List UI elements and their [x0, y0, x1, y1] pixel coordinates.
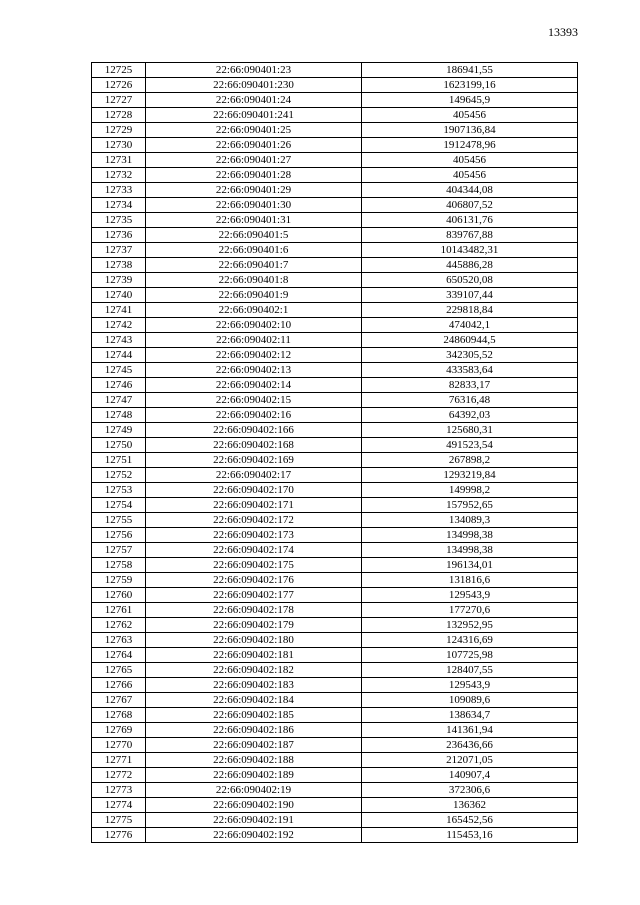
row-number-cell: 12770 — [92, 738, 146, 753]
value-cell: 404344,08 — [362, 183, 578, 198]
table-row — [92, 573, 578, 588]
table-row — [92, 618, 578, 633]
table-row — [92, 588, 578, 603]
cadastral-number-cell: 22:66:090402:177 — [146, 588, 362, 603]
row-number-cell: 12758 — [92, 558, 146, 573]
value-cell: 372306,6 — [362, 783, 578, 798]
value-cell: 212071,05 — [362, 753, 578, 768]
value-cell: 24860944,5 — [362, 333, 578, 348]
row-number-cell: 12763 — [92, 633, 146, 648]
row-number-cell: 12776 — [92, 828, 146, 843]
row-number-cell: 12762 — [92, 618, 146, 633]
value-cell: 10143482,31 — [362, 243, 578, 258]
table-row — [92, 738, 578, 753]
value-cell: 186941,55 — [362, 63, 578, 78]
row-number-cell: 12761 — [92, 603, 146, 618]
table-row — [92, 648, 578, 663]
table-row — [92, 783, 578, 798]
cadastral-number-cell: 22:66:090402:17 — [146, 468, 362, 483]
value-cell: 1623199,16 — [362, 78, 578, 93]
value-cell: 129543,9 — [362, 588, 578, 603]
table-row — [92, 708, 578, 723]
cadastral-number-cell: 22:66:090401:7 — [146, 258, 362, 273]
cadastral-number-cell: 22:66:090402:181 — [146, 648, 362, 663]
table-row — [92, 768, 578, 783]
table-row — [92, 453, 578, 468]
value-cell: 132952,95 — [362, 618, 578, 633]
table-body — [92, 63, 578, 843]
value-cell: 229818,84 — [362, 303, 578, 318]
table-row — [92, 498, 578, 513]
table-row — [92, 408, 578, 423]
table-row — [92, 813, 578, 828]
row-number-cell: 12767 — [92, 693, 146, 708]
cadastral-number-cell: 22:66:090401:29 — [146, 183, 362, 198]
value-cell: 128407,55 — [362, 663, 578, 678]
table-row — [92, 213, 578, 228]
row-number-cell: 12737 — [92, 243, 146, 258]
value-cell: 1293219,84 — [362, 468, 578, 483]
row-number-cell: 12725 — [92, 63, 146, 78]
table-row — [92, 348, 578, 363]
row-number-cell: 12766 — [92, 678, 146, 693]
cadastral-number-cell: 22:66:090401:9 — [146, 288, 362, 303]
row-number-cell: 12753 — [92, 483, 146, 498]
table-row — [92, 423, 578, 438]
row-number-cell: 12731 — [92, 153, 146, 168]
value-cell: 138634,7 — [362, 708, 578, 723]
cadastral-number-cell: 22:66:090402:180 — [146, 633, 362, 648]
cadastral-number-cell: 22:66:090402:15 — [146, 393, 362, 408]
row-number-cell: 12741 — [92, 303, 146, 318]
row-number-cell: 12735 — [92, 213, 146, 228]
value-cell: 115453,16 — [362, 828, 578, 843]
row-number-cell: 12745 — [92, 363, 146, 378]
value-cell: 406131,76 — [362, 213, 578, 228]
value-cell: 134998,38 — [362, 528, 578, 543]
table-row — [92, 693, 578, 708]
cadastral-number-cell: 22:66:090401:6 — [146, 243, 362, 258]
row-number-cell: 12750 — [92, 438, 146, 453]
row-number-cell: 12757 — [92, 543, 146, 558]
row-number-cell: 12740 — [92, 288, 146, 303]
value-cell: 177270,6 — [362, 603, 578, 618]
value-cell: 339107,44 — [362, 288, 578, 303]
value-cell: 129543,9 — [362, 678, 578, 693]
table-row — [92, 528, 578, 543]
cadastral-table — [91, 62, 578, 843]
value-cell: 267898,2 — [362, 453, 578, 468]
cadastral-number-cell: 22:66:090401:23 — [146, 63, 362, 78]
table-row — [92, 483, 578, 498]
cadastral-number-cell: 22:66:090402:173 — [146, 528, 362, 543]
row-number-cell: 12769 — [92, 723, 146, 738]
value-cell: 445886,28 — [362, 258, 578, 273]
table-row — [92, 378, 578, 393]
value-cell: 236436,66 — [362, 738, 578, 753]
table-row — [92, 798, 578, 813]
cadastral-number-cell: 22:66:090402:186 — [146, 723, 362, 738]
row-number-cell: 12729 — [92, 123, 146, 138]
table-row — [92, 318, 578, 333]
cadastral-number-cell: 22:66:090401:24 — [146, 93, 362, 108]
cadastral-number-cell: 22:66:090402:176 — [146, 573, 362, 588]
table-row — [92, 138, 578, 153]
table-row — [92, 828, 578, 843]
cadastral-number-cell: 22:66:090402:174 — [146, 543, 362, 558]
table-row — [92, 333, 578, 348]
value-cell: 64392,03 — [362, 408, 578, 423]
row-number-cell: 12730 — [92, 138, 146, 153]
cadastral-number-cell: 22:66:090402:14 — [146, 378, 362, 393]
cadastral-number-cell: 22:66:090402:192 — [146, 828, 362, 843]
cadastral-number-cell: 22:66:090402:188 — [146, 753, 362, 768]
table-row — [92, 183, 578, 198]
cadastral-number-cell: 22:66:090402:1 — [146, 303, 362, 318]
table-row — [92, 78, 578, 93]
table-row — [92, 543, 578, 558]
table-row — [92, 723, 578, 738]
row-number-cell: 12738 — [92, 258, 146, 273]
value-cell: 134089,3 — [362, 513, 578, 528]
table-row — [92, 63, 578, 78]
table-row — [92, 243, 578, 258]
table-row — [92, 258, 578, 273]
row-number-cell: 12734 — [92, 198, 146, 213]
cadastral-number-cell: 22:66:090401:241 — [146, 108, 362, 123]
cadastral-number-cell: 22:66:090401:28 — [146, 168, 362, 183]
cadastral-number-cell: 22:66:090402:16 — [146, 408, 362, 423]
value-cell: 149998,2 — [362, 483, 578, 498]
row-number-cell: 12751 — [92, 453, 146, 468]
row-number-cell: 12775 — [92, 813, 146, 828]
row-number-cell: 12773 — [92, 783, 146, 798]
value-cell: 157952,65 — [362, 498, 578, 513]
row-number-cell: 12768 — [92, 708, 146, 723]
cadastral-number-cell: 22:66:090402:10 — [146, 318, 362, 333]
cadastral-number-cell: 22:66:090402:190 — [146, 798, 362, 813]
value-cell: 109089,6 — [362, 693, 578, 708]
value-cell: 141361,94 — [362, 723, 578, 738]
value-cell: 149645,9 — [362, 93, 578, 108]
value-cell: 405456 — [362, 108, 578, 123]
row-number-cell: 12732 — [92, 168, 146, 183]
cadastral-number-cell: 22:66:090402:170 — [146, 483, 362, 498]
value-cell: 196134,01 — [362, 558, 578, 573]
row-number-cell: 12744 — [92, 348, 146, 363]
value-cell: 405456 — [362, 168, 578, 183]
value-cell: 82833,17 — [362, 378, 578, 393]
row-number-cell: 12728 — [92, 108, 146, 123]
table-row — [92, 663, 578, 678]
row-number-cell: 12736 — [92, 228, 146, 243]
value-cell: 1907136,84 — [362, 123, 578, 138]
cadastral-number-cell: 22:66:090402:184 — [146, 693, 362, 708]
value-cell: 406807,52 — [362, 198, 578, 213]
row-number-cell: 12726 — [92, 78, 146, 93]
cadastral-number-cell: 22:66:090401:31 — [146, 213, 362, 228]
cadastral-number-cell: 22:66:090402:189 — [146, 768, 362, 783]
table-row — [92, 438, 578, 453]
row-number-cell: 12743 — [92, 333, 146, 348]
cadastral-number-cell: 22:66:090402:183 — [146, 678, 362, 693]
page-number: 13393 — [548, 25, 578, 39]
cadastral-number-cell: 22:66:090401:25 — [146, 123, 362, 138]
table-row — [92, 228, 578, 243]
row-number-cell: 12772 — [92, 768, 146, 783]
row-number-cell: 12746 — [92, 378, 146, 393]
value-cell: 1912478,96 — [362, 138, 578, 153]
table-row — [92, 678, 578, 693]
row-number-cell: 12747 — [92, 393, 146, 408]
table-row — [92, 108, 578, 123]
row-number-cell: 12771 — [92, 753, 146, 768]
cadastral-number-cell: 22:66:090401:8 — [146, 273, 362, 288]
row-number-cell: 12774 — [92, 798, 146, 813]
value-cell: 134998,38 — [362, 543, 578, 558]
row-number-cell: 12727 — [92, 93, 146, 108]
value-cell: 342305,52 — [362, 348, 578, 363]
cadastral-number-cell: 22:66:090402:12 — [146, 348, 362, 363]
cadastral-number-cell: 22:66:090402:172 — [146, 513, 362, 528]
value-cell: 165452,56 — [362, 813, 578, 828]
row-number-cell: 12748 — [92, 408, 146, 423]
value-cell: 76316,48 — [362, 393, 578, 408]
table-row — [92, 753, 578, 768]
cadastral-number-cell: 22:66:090401:230 — [146, 78, 362, 93]
table-row — [92, 468, 578, 483]
cadastral-number-cell: 22:66:090402:185 — [146, 708, 362, 723]
cadastral-number-cell: 22:66:090402:175 — [146, 558, 362, 573]
cadastral-number-cell: 22:66:090402:182 — [146, 663, 362, 678]
cadastral-number-cell: 22:66:090402:187 — [146, 738, 362, 753]
table-row — [92, 168, 578, 183]
table-row — [92, 603, 578, 618]
table-row — [92, 633, 578, 648]
table-row — [92, 123, 578, 138]
value-cell: 474042,1 — [362, 318, 578, 333]
row-number-cell: 12759 — [92, 573, 146, 588]
cadastral-number-cell: 22:66:090402:191 — [146, 813, 362, 828]
value-cell: 107725,98 — [362, 648, 578, 663]
cadastral-number-cell: 22:66:090401:30 — [146, 198, 362, 213]
table-row — [92, 303, 578, 318]
row-number-cell: 12754 — [92, 498, 146, 513]
row-number-cell: 12760 — [92, 588, 146, 603]
value-cell: 491523,54 — [362, 438, 578, 453]
row-number-cell: 12755 — [92, 513, 146, 528]
cadastral-number-cell: 22:66:090402:168 — [146, 438, 362, 453]
value-cell: 124316,69 — [362, 633, 578, 648]
table-row — [92, 288, 578, 303]
cadastral-number-cell: 22:66:090402:19 — [146, 783, 362, 798]
value-cell: 405456 — [362, 153, 578, 168]
cadastral-number-cell: 22:66:090402:13 — [146, 363, 362, 378]
row-number-cell: 12765 — [92, 663, 146, 678]
row-number-cell: 12739 — [92, 273, 146, 288]
value-cell: 839767,88 — [362, 228, 578, 243]
row-number-cell: 12733 — [92, 183, 146, 198]
table-row — [92, 393, 578, 408]
table-row — [92, 153, 578, 168]
cadastral-number-cell: 22:66:090402:171 — [146, 498, 362, 513]
table-row — [92, 273, 578, 288]
table-row — [92, 198, 578, 213]
table-row — [92, 93, 578, 108]
row-number-cell: 12756 — [92, 528, 146, 543]
cadastral-number-cell: 22:66:090402:179 — [146, 618, 362, 633]
table-row — [92, 513, 578, 528]
cadastral-number-cell: 22:66:090402:178 — [146, 603, 362, 618]
cadastral-number-cell: 22:66:090402:11 — [146, 333, 362, 348]
cadastral-number-cell: 22:66:090401:27 — [146, 153, 362, 168]
row-number-cell: 12752 — [92, 468, 146, 483]
cadastral-number-cell: 22:66:090401:5 — [146, 228, 362, 243]
row-number-cell: 12749 — [92, 423, 146, 438]
value-cell: 650520,08 — [362, 273, 578, 288]
cadastral-number-cell: 22:66:090401:26 — [146, 138, 362, 153]
table-row — [92, 558, 578, 573]
cadastral-number-cell: 22:66:090402:166 — [146, 423, 362, 438]
value-cell: 433583,64 — [362, 363, 578, 378]
value-cell: 131816,6 — [362, 573, 578, 588]
cadastral-number-cell: 22:66:090402:169 — [146, 453, 362, 468]
value-cell: 125680,31 — [362, 423, 578, 438]
value-cell: 136362 — [362, 798, 578, 813]
table-row — [92, 363, 578, 378]
row-number-cell: 12764 — [92, 648, 146, 663]
row-number-cell: 12742 — [92, 318, 146, 333]
value-cell: 140907,4 — [362, 768, 578, 783]
